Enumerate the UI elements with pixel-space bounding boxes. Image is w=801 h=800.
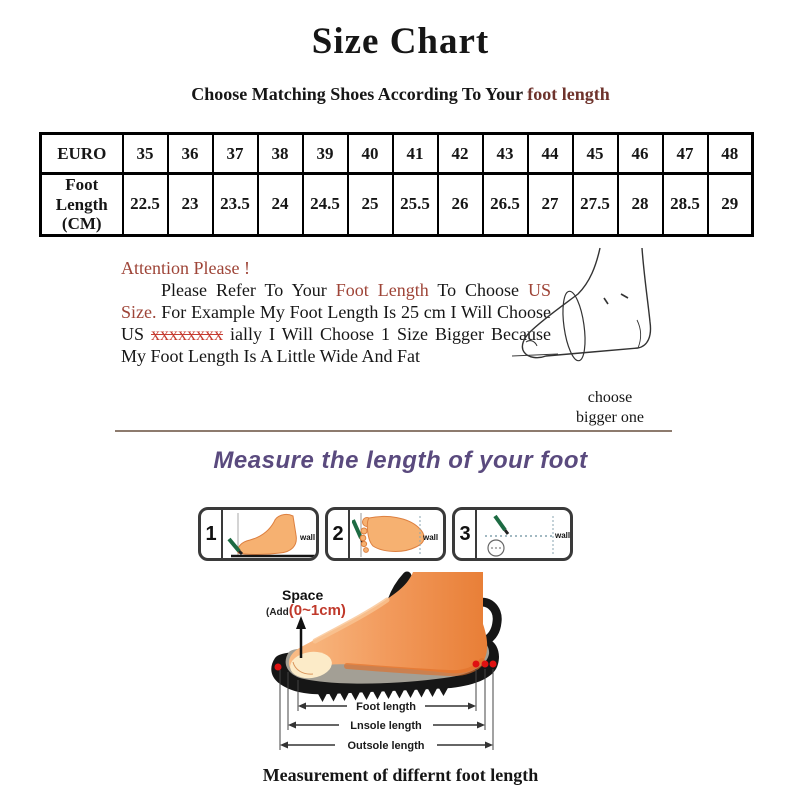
euro-size-cell: 43 xyxy=(483,134,528,174)
foot-length-cell: 25 xyxy=(348,174,393,236)
euro-size-cell: 36 xyxy=(168,134,213,174)
euro-size-cell: 47 xyxy=(663,134,708,174)
space-label xyxy=(266,588,346,620)
attention-us-size: US Size. xyxy=(121,280,552,322)
step-3-illustration xyxy=(479,510,573,560)
foot-sketch-illustration xyxy=(512,246,677,388)
euro-size-cell: 45 xyxy=(573,134,618,174)
step-1-wall-label: wall xyxy=(300,533,316,542)
foot-length-label: Foot length xyxy=(356,701,416,713)
attention-seg-e: For Example My Foot Length Is 25 cm I Will Choose US xyxy=(121,302,551,344)
measure-steps-row xyxy=(198,507,573,561)
space-label-title: Space xyxy=(282,587,324,603)
attention-redacted-text: xxxxxxxx xyxy=(151,324,224,344)
attention-paragraph xyxy=(121,279,551,367)
outsole-length-label: Outsole length xyxy=(347,740,425,752)
euro-size-cell: 42 xyxy=(438,134,483,174)
bottom-caption: Measurement of differnt foot length xyxy=(262,765,539,785)
space-label-range: (0~1cm) xyxy=(288,602,346,619)
step-2-number: 2 xyxy=(328,510,350,558)
euro-size-cell: 46 xyxy=(618,134,663,174)
attention-seg-g: ially I Will Choose 1 Size Bigger Because My Foot Length Is A Little Wide And Fat xyxy=(121,324,551,366)
step-2-wall-label: wall xyxy=(423,533,439,542)
attention-seg-c: To Choose xyxy=(428,280,528,300)
foot-length-cell: 25.5 xyxy=(393,174,438,236)
measure-heading: Measure the length of your foot xyxy=(213,447,588,474)
euro-size-cell: 37 xyxy=(213,134,258,174)
step-1-number: 1 xyxy=(201,510,223,558)
measure-step-3 xyxy=(452,507,573,561)
subtitle xyxy=(0,84,801,105)
attention-foot-length: Foot Length xyxy=(335,280,429,300)
foot-length-cell: 28.5 xyxy=(663,174,708,236)
attention-seg-a: Please Refer To Your xyxy=(161,280,336,300)
euro-size-cell: 48 xyxy=(708,134,753,174)
step-2-illustration xyxy=(352,510,446,560)
foot-length-cell: 23.5 xyxy=(213,174,258,236)
attention-heading: Attention Please ! xyxy=(121,258,250,278)
attention-block xyxy=(121,257,551,367)
euro-header-cell: EURO xyxy=(41,134,123,174)
euro-size-cell: 41 xyxy=(393,134,438,174)
step-3-wall-label: wall xyxy=(555,531,571,540)
step-1-illustration xyxy=(225,510,319,560)
table-row-euro xyxy=(41,134,753,174)
measure-step-1 xyxy=(198,507,319,561)
foot-length-cell: 23 xyxy=(168,174,213,236)
foot-length-cell: 22.5 xyxy=(123,174,168,236)
measure-step-2 xyxy=(325,507,446,561)
euro-size-cell: 40 xyxy=(348,134,393,174)
subtitle-highlight: foot length xyxy=(527,84,610,104)
euro-size-cell: 39 xyxy=(303,134,348,174)
choose-bigger-one-note xyxy=(545,388,675,428)
insole-length-label: Lnsole length xyxy=(350,720,422,732)
foot-length-cell: 28 xyxy=(618,174,663,236)
step-3-number: 3 xyxy=(455,510,477,558)
euro-size-cell: 38 xyxy=(258,134,303,174)
foot-length-cell: 24.5 xyxy=(303,174,348,236)
section-divider xyxy=(115,430,672,432)
euro-size-cell: 44 xyxy=(528,134,573,174)
foot-length-cell: 27.5 xyxy=(573,174,618,236)
choose-note-line1: choose xyxy=(587,389,633,406)
foot-length-cell: 29 xyxy=(708,174,753,236)
foot-length-cell: 26.5 xyxy=(483,174,528,236)
foot-length-cell: 26 xyxy=(438,174,483,236)
size-conversion-table xyxy=(39,132,754,237)
euro-size-cell: 35 xyxy=(123,134,168,174)
space-label-add: (Add xyxy=(266,607,289,618)
foot-length-header-cell: Foot Length (CM) xyxy=(41,174,123,236)
foot-length-cell: 27 xyxy=(528,174,573,236)
subtitle-text: Choose Matching Shoes According To Your xyxy=(191,84,528,104)
choose-note-line2: bigger one xyxy=(576,409,644,426)
foot-length-cell: 24 xyxy=(258,174,303,236)
page-title: Size Chart xyxy=(311,21,490,62)
table-row-foot-length xyxy=(41,174,753,236)
